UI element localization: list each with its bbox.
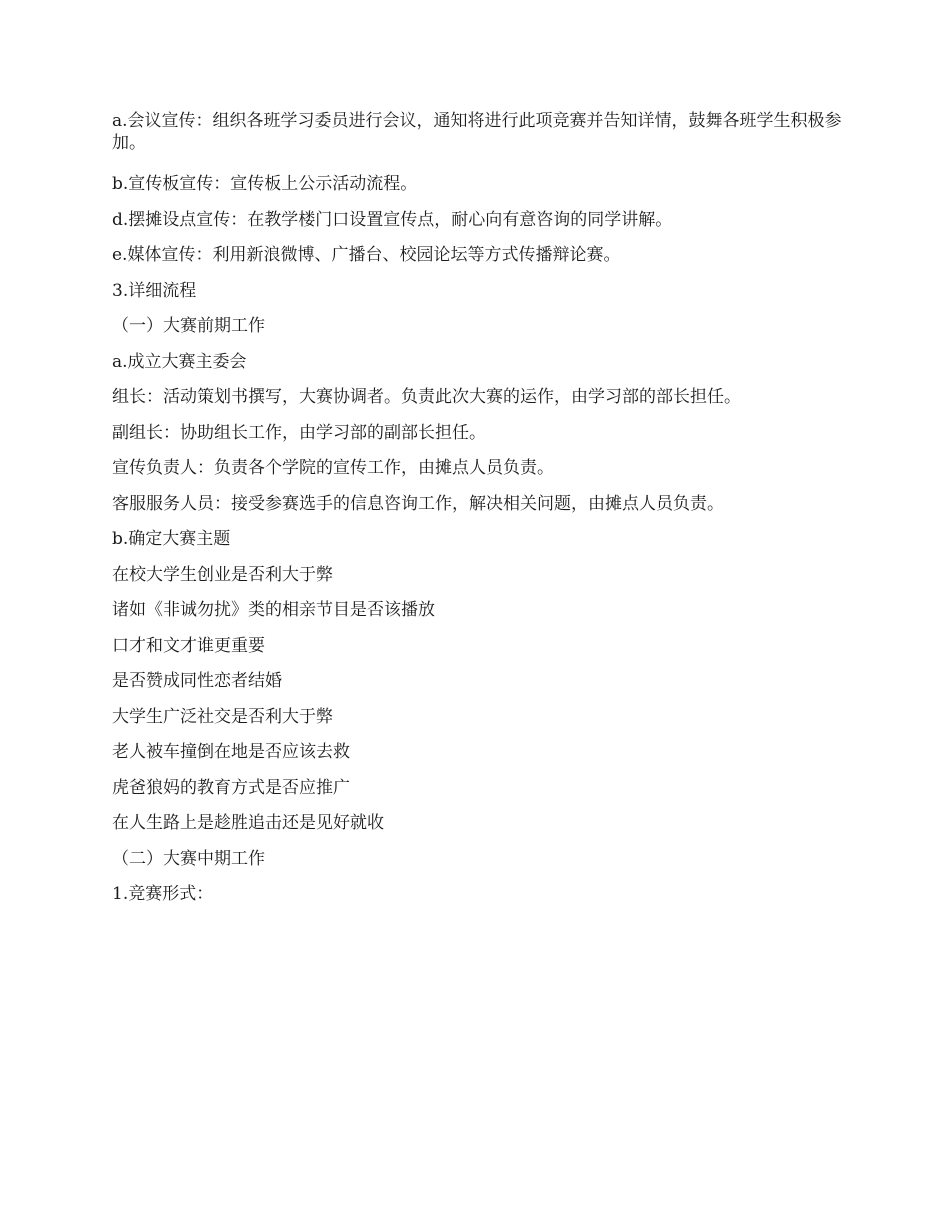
heading-detailed-process: 3.详细流程 (112, 280, 197, 301)
line-media-promotion: e.媒体宣传：利用新浪微博、广播台、校园论坛等方式传播辩论赛。 (112, 245, 621, 265)
heading-mid-stage: （二）大赛中期工作 (112, 848, 265, 869)
topic-item: 是否赞成同性恋者结婚 (112, 671, 282, 691)
topic-item: 虎爸狼妈的教育方式是否应推广 (112, 777, 350, 798)
topic-item: 诸如《非诚勿扰》类的相亲节目是否该播放 (112, 600, 435, 620)
line-team-leader: 组长：活动策划书撰写，大赛协调者。负责此次大赛的运作，由学习部的部长担任。 (112, 387, 741, 407)
document-page (112, 110, 842, 913)
heading-committee: a.成立大赛主委会 (112, 351, 247, 372)
heading-early-stage: （一）大赛前期工作 (112, 316, 265, 336)
line-deputy-leader: 副组长：协助组长工作，由学习部的副部长担任。 (112, 422, 486, 443)
topic-item: 在人生路上是趁胜追击还是见好就收 (112, 813, 384, 833)
topic-item: 老人被车撞倒在地是否应该去救 (112, 742, 350, 762)
line-publicity-lead: 宣传负责人：负责各个学院的宣传工作，由摊点人员负责。 (112, 458, 554, 478)
paragraph-meeting-promotion: a.会议宣传：组织各班学习委员进行会议，通知将进行此项竞赛并告知详情，鼓舞各班学生积极参加。 (112, 111, 842, 153)
topic-item: 口才和文才谁更重要 (112, 635, 265, 656)
heading-competition-format: 1.竞赛形式： (112, 884, 214, 904)
line-board-promotion: b.宣传板宣传：宣传板上公示活动流程。 (112, 174, 418, 194)
heading-topics: b.确定大赛主题 (112, 529, 231, 549)
topic-item: 大学生广泛社交是否利大于弊 (112, 706, 333, 727)
line-service-staff: 客服服务人员：接受参赛选手的信息咨询工作，解决相关问题，由摊点人员负责。 (112, 493, 724, 514)
topic-item: 在校大学生创业是否利大于弊 (112, 564, 333, 585)
line-booth-promotion: d.摆摊设点宣传：在教学楼门口设置宣传点，耐心向有意咨询的同学讲解。 (112, 209, 673, 230)
